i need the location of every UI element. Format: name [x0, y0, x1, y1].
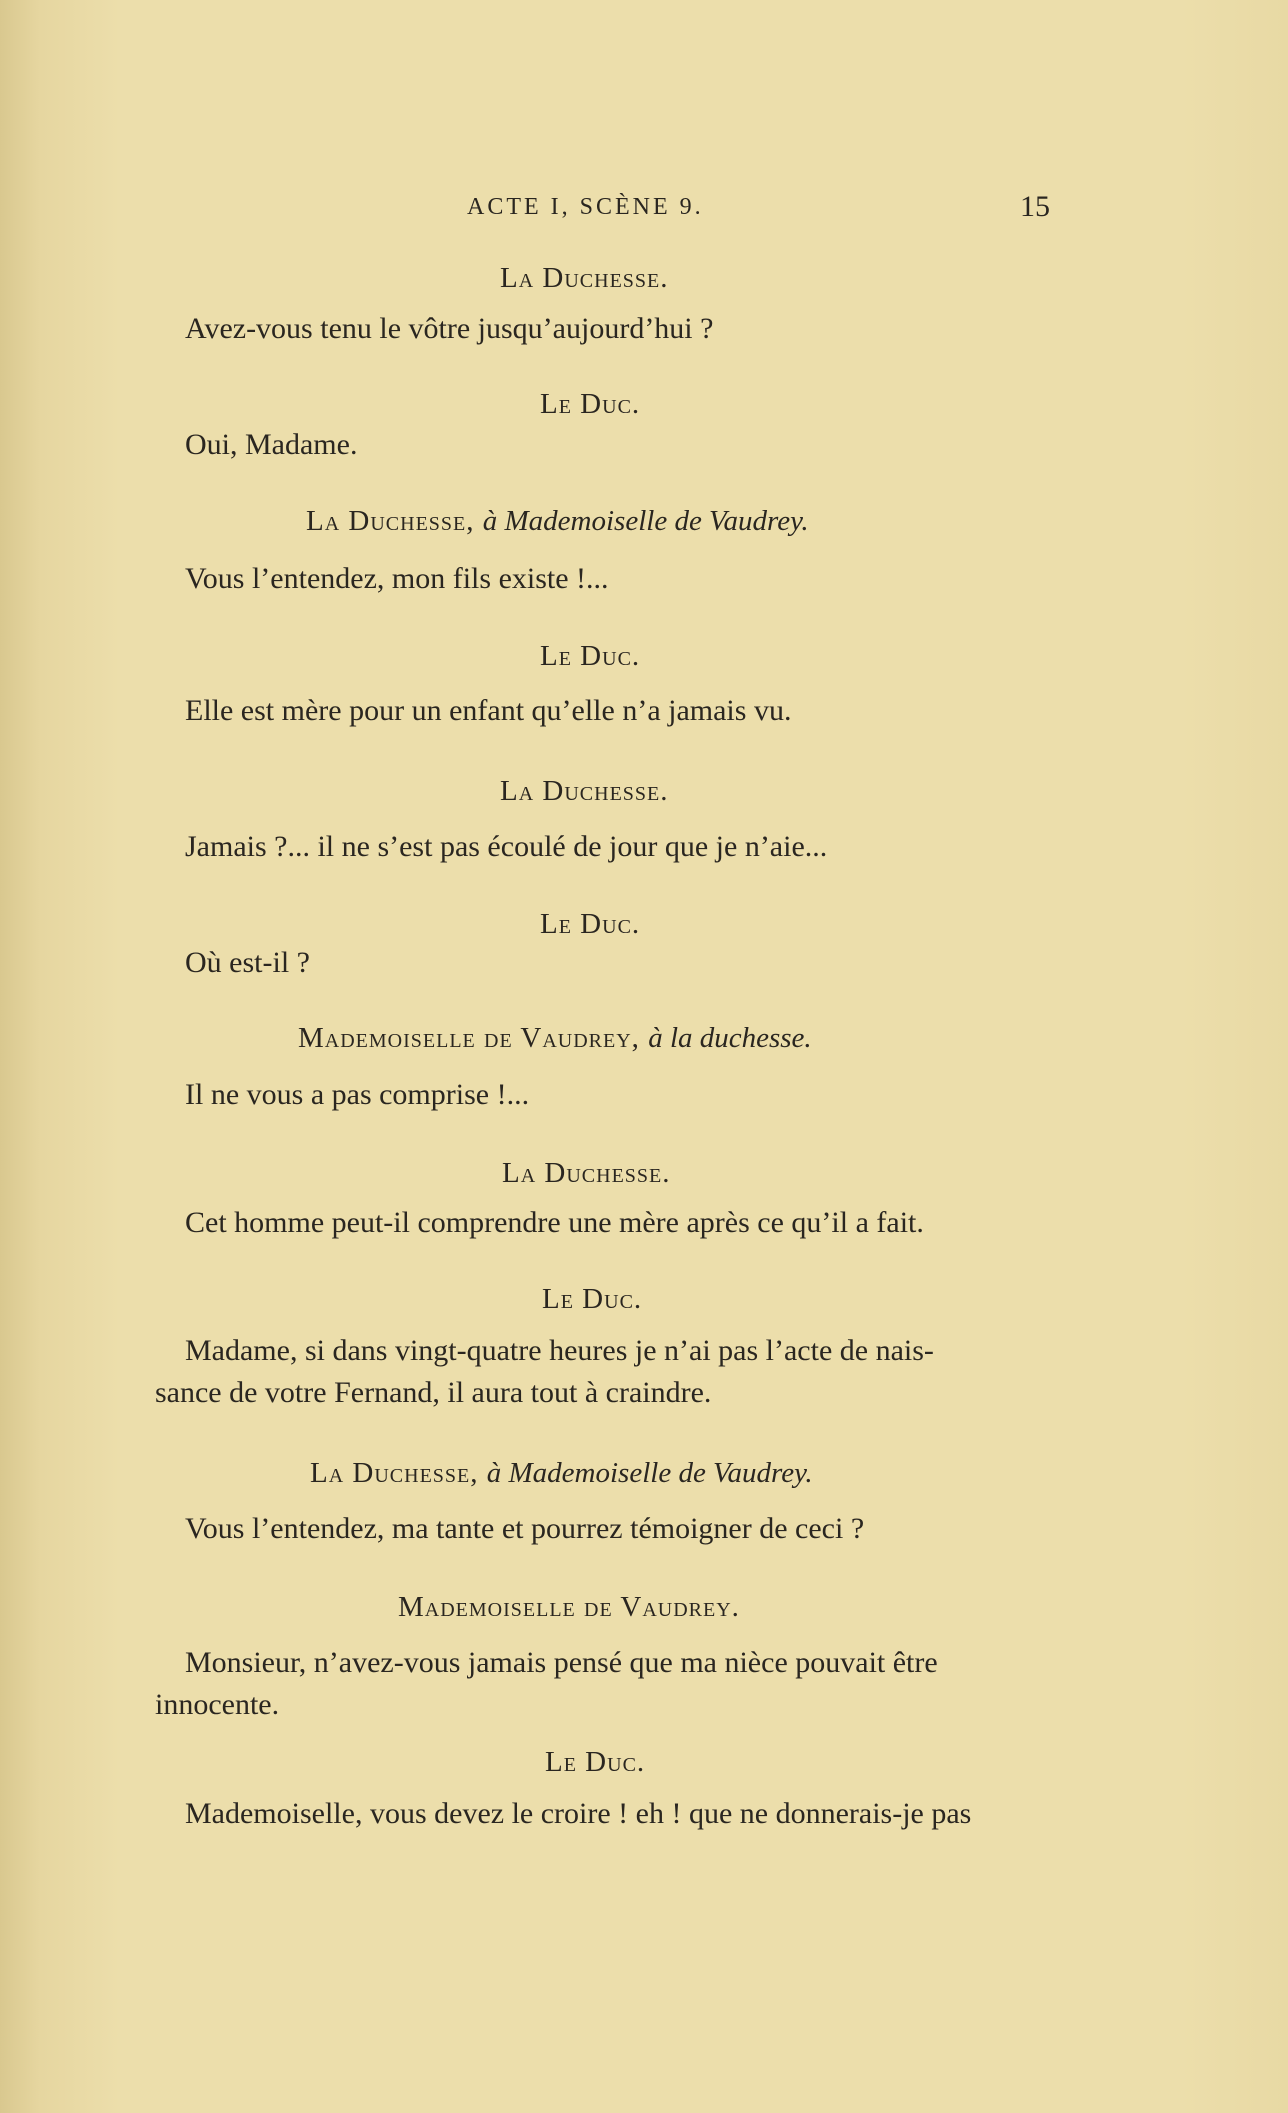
speaker-name: La Duchesse,: [310, 1457, 479, 1489]
speaker-label: [500, 262, 669, 295]
speaker-name: Mademoiselle de Vaudrey.: [398, 1591, 740, 1623]
running-head: ACTE I, SCÈNE 9.: [467, 194, 704, 220]
speaker-name: Le Duc.: [542, 1283, 643, 1315]
page-header: [0, 190, 1288, 230]
speaker-label: [502, 1157, 671, 1190]
speaker-name: La Duchesse.: [500, 775, 669, 807]
speaker-name: Mademoiselle de Vaudrey,: [298, 1022, 640, 1054]
dialogue-line: Cet homme peut-il comprendre une mère après ce qu’il a fait.: [185, 1206, 924, 1239]
dialogue-line: Vous l’entendez, ma tante et pourrez témoigner de ceci ?: [185, 1512, 865, 1545]
speaker-name: La Duchesse,: [306, 505, 475, 537]
speaker-label: [540, 908, 640, 941]
dialogue-line: Madame, si dans vingt-quatre heures je n’ai pas l’acte de nais-: [185, 1334, 934, 1367]
speaker-name: Le Duc.: [545, 1746, 646, 1778]
dialogue-line: Avez-vous tenu le vôtre jusqu’aujourd’hui ?: [185, 312, 714, 345]
speaker-label: [398, 1591, 740, 1624]
stage-direction: à Mademoiselle de Vaudrey.: [482, 505, 809, 537]
speaker-label: [306, 505, 809, 538]
speaker-label: [542, 1283, 642, 1316]
dialogue-line: Elle est mère pour un enfant qu’elle n’a jamais vu.: [185, 694, 792, 727]
speaker-label: [545, 1746, 645, 1779]
dialogue-line: Oui, Madame.: [185, 428, 358, 461]
speaker-label: [540, 388, 640, 421]
speaker-name: La Duchesse.: [502, 1157, 671, 1189]
speaker-name: Le Duc.: [540, 640, 641, 672]
dialogue-line: Mademoiselle, vous devez le croire ! eh ! que ne donnerais-je pas: [185, 1797, 972, 1830]
speaker-name: Le Duc.: [540, 908, 641, 940]
dialogue-line: Où est-il ?: [185, 946, 310, 979]
dialogue-line: Jamais ?... il ne s’est pas écoulé de jour que je n’aie...: [185, 830, 828, 863]
dialogue-line: sance de votre Fernand, il aura tout à craindre.: [155, 1376, 712, 1409]
speaker-name: Le Duc.: [540, 388, 641, 420]
page-number: 15: [1020, 190, 1050, 223]
stage-direction: à la duchesse.: [648, 1022, 812, 1054]
dialogue-line: innocente.: [155, 1688, 280, 1721]
speaker-label: [298, 1022, 812, 1055]
stage-direction: à Mademoiselle de Vaudrey.: [486, 1457, 813, 1489]
dialogue-line: Il ne vous a pas comprise !...: [185, 1078, 530, 1111]
dialogue-line: Monsieur, n’avez-vous jamais pensé que ma nièce pouvait être: [185, 1646, 938, 1679]
speaker-label: [540, 640, 640, 673]
dialogue-line: Vous l’entendez, mon fils existe !...: [185, 562, 609, 595]
speaker-label: [310, 1457, 813, 1490]
speaker-name: La Duchesse.: [500, 262, 669, 294]
speaker-label: [500, 775, 669, 808]
